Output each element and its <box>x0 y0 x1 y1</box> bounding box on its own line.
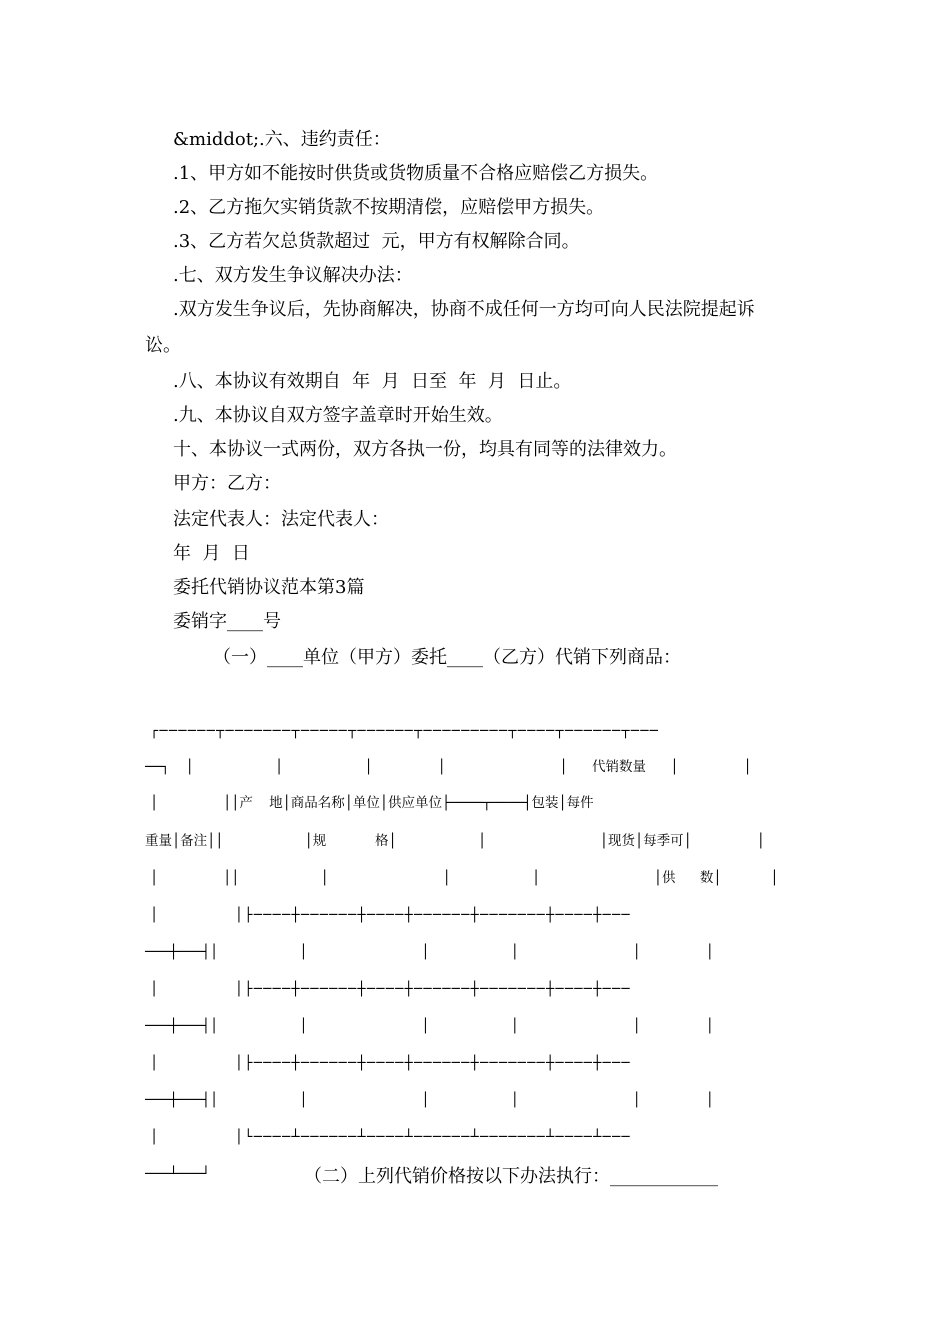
clause-1-intro: （一）____单位（甲方）委托____（乙方）代销下列商品： <box>213 647 681 668</box>
legal-representatives: 法定代表人：法定代表人： <box>173 509 389 530</box>
clause-6-1: .1、甲方如不能按时供货或货物质量不合格应赔偿乙方损失。 <box>173 163 659 184</box>
clause-6-2: .2、乙方拖欠实销货款不按期清偿，应赔偿甲方损失。 <box>173 197 605 218</box>
section-6-heading: &middot;.六、违约责任： <box>173 129 391 150</box>
table-line: │ │├────┼──────┼────┼──────┼───────┼────┼─── <box>150 907 631 923</box>
table-line: ───┴───┘ <box>145 1166 211 1182</box>
table-line: │ ││产 地│商品名称│单位│供应单位├────┬────┤包装│每件 <box>150 795 594 811</box>
clause-2-pricing: （二）上列代销价格按以下办法执行：____________ <box>304 1166 718 1187</box>
signing-date: 年 月 日 <box>173 543 250 564</box>
table-line: ───┼───┤│ │ │ │ │ │ <box>145 1018 714 1034</box>
table-line: ───┼───┤│ │ │ │ │ │ <box>145 944 714 960</box>
table-line: ───┼───┤│ │ │ │ │ │ <box>145 1092 714 1108</box>
table-line: 重量│备注││ │规 格│ │ │现货│每季可│ │ <box>145 833 765 849</box>
table-line: │ │└────┴──────┴────┴──────┴───────┴────┴─── <box>150 1129 631 1145</box>
clause-7-text: .双方发生争议后，先协商解决，协商不成任何一方均可向人民法院提起诉 <box>173 299 755 320</box>
party-labels: 甲方：乙方： <box>173 473 281 494</box>
consignment-number: 委销字____号 <box>173 611 281 632</box>
table-line: │ │├────┼──────┼────┼──────┼───────┼────┼─── <box>150 1055 631 1071</box>
agreement-title: 委托代销协议范本第3篇 <box>173 577 365 598</box>
table-line: ┌──────┬───────┬─────┬──────┬─────────┬────┬──────┬─── <box>150 723 660 739</box>
table-line: │ │├────┼──────┼────┼──────┼───────┼────┼─── <box>150 981 631 997</box>
clause-6-3: .3、乙方若欠总货款超过 元，甲方有权解除合同。 <box>173 231 580 252</box>
table-line: ──┐ │ │ │ │ │ 代销数量 │ │ <box>145 759 752 775</box>
section-10: 十、本协议一式两份，双方各执一份，均具有同等的法律效力。 <box>173 439 677 460</box>
section-8: .八、本协议有效期自 年 月 日至 年 月 日止。 <box>173 371 572 392</box>
table-line: │ ││ │ │ │ │供 数│ │ <box>150 870 779 886</box>
section-9: .九、本协议自双方签字盖章时开始生效。 <box>173 405 503 426</box>
clause-7-text-cont: 讼。 <box>145 335 181 356</box>
section-7-heading: .七、双方发生争议解决办法： <box>173 265 413 286</box>
